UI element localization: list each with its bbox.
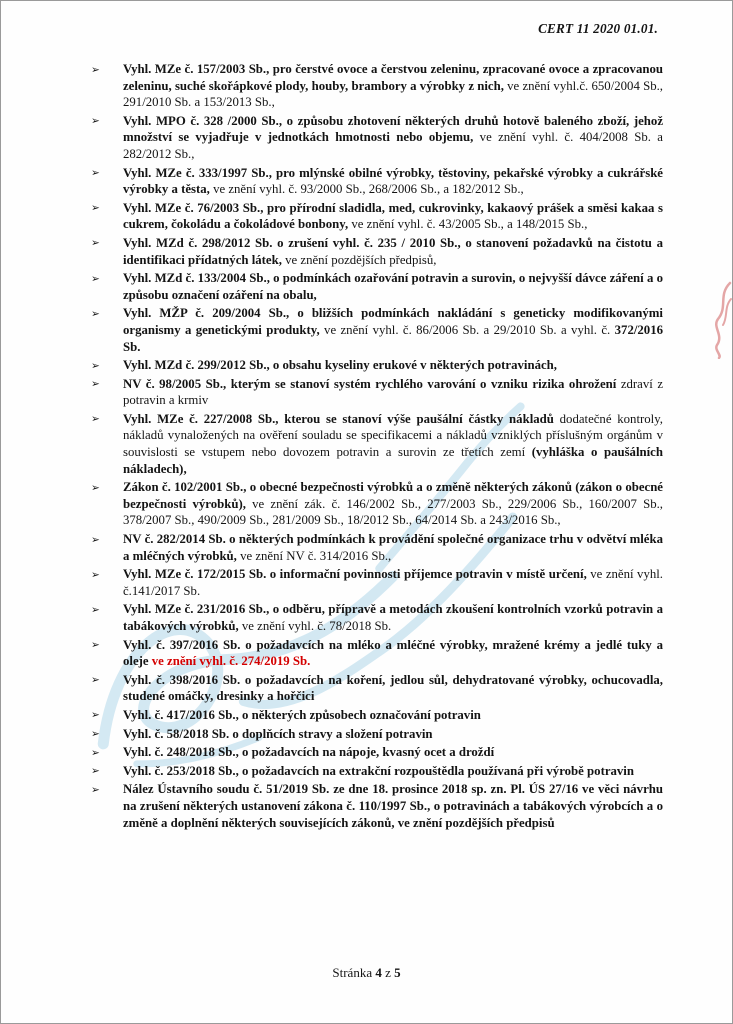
law-entry-text: NV č. 98/2005 Sb., kterým se stanoví systém rychlého varování o vzniku rizika ohrožení zdraví z potravin a krmiv bbox=[123, 376, 664, 408]
header-reference: CERT 11 2020 01.01. bbox=[538, 21, 658, 36]
bullet-arrow-icon: ➢ bbox=[91, 359, 100, 372]
list-item bbox=[89, 637, 663, 670]
list-item bbox=[89, 165, 663, 198]
law-entry-text: Vyhl. MZe č. 333/1997 Sb., pro mlýnské obilné výrobky, těstoviny, pekařské výrobky a cukrářské výrobky a těsta, ve znění vyhl. č. 93/2000 Sb., 268/2006 Sb., a 182/2012 Sb., bbox=[123, 165, 663, 197]
bullet-arrow-icon: ➢ bbox=[91, 237, 100, 250]
list-item bbox=[89, 726, 663, 743]
law-entry-text: Vyhl. č. 248/2018 Sb., o požadavcích na nápoje, kvasný ocet a droždí bbox=[123, 745, 495, 760]
bullet-arrow-icon: ➢ bbox=[91, 167, 100, 180]
bullet-arrow-icon: ➢ bbox=[91, 709, 100, 722]
law-entry-text: Vyhl. MZe č. 231/2016 Sb., o odběru, přípravě a metodách zkoušení kontrolních vzorků potravin a tabákových výrobků, ve znění vyhl. č. 78/2018 Sb. bbox=[123, 602, 663, 633]
law-entry-text: Vyhl. č. 398/2016 Sb. o požadavcích na koření, jedlou sůl, dehydratované výrobky, ochucovadla, studené omáčky, dresinky a hořčici bbox=[123, 672, 663, 704]
bullet-arrow-icon: ➢ bbox=[91, 202, 100, 215]
list-item bbox=[89, 61, 663, 111]
list-item bbox=[89, 479, 663, 529]
list-item bbox=[89, 376, 663, 409]
law-entry-text: NV č. 282/2014 Sb. o některých podmínkách k provádění společné organizace trhu v odvětví mléka a mléčných výrobků, ve znění NV č. 314/2016 Sb., bbox=[123, 532, 663, 563]
list-item bbox=[89, 235, 663, 268]
law-entry-text: Vyhl. MZe č. 76/2003 Sb., pro přírodní sladidla, med, cukrovinky, kakaový prášek a směsi kakaa s cukrem, čokoládu a čokoládové bonbony, ve znění vyhl. č. 43/2005 Sb., a 148/2015 Sb., bbox=[123, 200, 663, 232]
bullet-arrow-icon: ➢ bbox=[91, 765, 100, 778]
law-entry-text: Vyhl. MPO č. 328 /2000 Sb., o způsobu zhotovení některých druhů hotově baleného zboží, jehož množství se vyjadřuje v jednotkách hmotnosti nebo objemu, ve znění vyhl. č. 404/2008 Sb. a 282/2012 Sb., bbox=[123, 113, 663, 161]
law-entry-text: Vyhl. č. 58/2018 Sb. o doplňcích stravy a složení potravin bbox=[123, 726, 433, 741]
law-entry-text: Vyhl. č. 417/2016 Sb., o některých způsobech označování potravin bbox=[123, 707, 481, 722]
law-entry-text: Vyhl. MZe č. 172/2015 Sb. o informační povinnosti příjemce potravin v místě určení, ve znění vyhl. č.141/2017 Sb. bbox=[123, 567, 663, 598]
list-item bbox=[89, 305, 663, 355]
law-entry-text: Vyhl. MZd č. 133/2004 Sb., o podmínkách ozařování potravin a surovin, o nejvyšší dávce záření a o způsobu označení ozáření na obalu, bbox=[123, 271, 663, 302]
list-item bbox=[89, 781, 663, 831]
bullet-arrow-icon: ➢ bbox=[91, 307, 100, 320]
law-entry-text: Vyhl. MZd č. 298/2012 Sb. o zrušení vyhl. č. 235 / 2010 Sb., o stanovení požadavků na čistotu a identifikaci přídatných látek, ve znění pozdějších předpisů, bbox=[123, 235, 663, 267]
list-item bbox=[89, 763, 663, 780]
red-margin-mark bbox=[712, 279, 732, 359]
bullet-arrow-icon: ➢ bbox=[91, 413, 100, 426]
bullet-arrow-icon: ➢ bbox=[91, 728, 100, 741]
list-item bbox=[89, 411, 663, 477]
list-item bbox=[89, 601, 663, 634]
footer-page-number: 4 bbox=[375, 965, 382, 980]
bullet-arrow-icon: ➢ bbox=[91, 783, 100, 796]
law-entry-text: Vyhl. MZd č. 299/2012 Sb., o obsahu kyseliny erukové v některých potravinách, bbox=[123, 358, 557, 373]
list-item bbox=[89, 566, 663, 599]
list-item bbox=[89, 270, 663, 303]
list-item bbox=[89, 357, 663, 374]
list-item bbox=[89, 707, 663, 724]
bullet-arrow-icon: ➢ bbox=[91, 674, 100, 687]
law-list bbox=[89, 61, 663, 833]
footer-total-pages: 5 bbox=[394, 965, 401, 980]
bullet-arrow-icon: ➢ bbox=[91, 533, 100, 546]
law-entry-text: Vyhl. MŽP č. 209/2004 Sb., o bližších podmínkách nakládání s geneticky modifikovanými organismy a genetickými produkty, ve znění vyhl. č. 86/2006 Sb. a 29/2010 Sb. a vyhl. č. 372/2016 Sb. bbox=[123, 306, 663, 354]
law-entry-text: Vyhl. č. 397/2016 Sb. o požadavcích na mléko a mléčné výrobky, mražené krémy a jedlé tuky a oleje ve znění vyhl. č. 274/2019 Sb. bbox=[123, 637, 663, 669]
bullet-arrow-icon: ➢ bbox=[91, 746, 100, 759]
list-item bbox=[89, 531, 663, 564]
law-entry-text: Vyhl. č. 253/2018 Sb., o požadavcích na extrakční rozpouštědla používaná při výrobě potravin bbox=[123, 763, 634, 778]
bullet-arrow-icon: ➢ bbox=[91, 603, 100, 616]
bullet-arrow-icon: ➢ bbox=[91, 481, 100, 494]
law-entry-text: Vyhl. MZe č. 227/2008 Sb., kterou se stanoví výše paušální částky nákladů dodatečné kontroly, nákladů vynaložených na ověření souladu se specifikacemi a nákladů vzniklých příslušným orgánům v souvislosti se vstupem nebo dovozem potravin a surovin ze třetích zemí (vyhláška o paušálních nákladech), bbox=[123, 411, 663, 476]
footer-separator: z bbox=[381, 965, 395, 980]
page-footer bbox=[1, 965, 732, 981]
bullet-arrow-icon: ➢ bbox=[91, 378, 100, 391]
list-item bbox=[89, 200, 663, 233]
law-entry-text: Zákon č. 102/2001 Sb., o obecné bezpečnosti výrobků a o změně některých zákonů (zákon o obecné bezpečnosti výrobků), ve znění zák. č. 146/2002 Sb., 277/2003 Sb., 229/2006 Sb., 160/2007 Sb., 378/2007 Sb., 490/2009 Sb., 281/2009 Sb., 18/2012 Sb., 64/2014 Sb. a 243/2016 Sb., bbox=[123, 480, 663, 528]
footer-label: Stránka bbox=[332, 965, 376, 980]
list-item bbox=[89, 672, 663, 705]
law-entry-text: Vyhl. MZe č. 157/2003 Sb., pro čerstvé ovoce a čerstvou zeleninu, zpracované ovoce a zpracovanou zeleninu, suché skořápkové plody, houby, brambory a výrobky z nich, ve znění vyhl.č. 650/2004 Sb., 291/2010 Sb. a 153/2013 Sb., bbox=[123, 62, 663, 110]
list-item bbox=[89, 744, 663, 761]
bullet-arrow-icon: ➢ bbox=[91, 639, 100, 652]
document-header bbox=[538, 21, 658, 37]
list-item bbox=[89, 113, 663, 163]
bullet-arrow-icon: ➢ bbox=[91, 63, 100, 76]
bullet-arrow-icon: ➢ bbox=[91, 115, 100, 128]
law-entry-text: Nález Ústavního soudu č. 51/2019 Sb. ze dne 18. prosince 2018 sp. zn. Pl. ÚS 27/16 ve věci návrhu na zrušení některých ustanovení zákona č. 110/1997 Sb., o potravinách a tabákových výrobcích a o změně a doplnění některých souvisejících zákonů, ve znění pozdějších předpisů bbox=[123, 782, 663, 830]
bullet-arrow-icon: ➢ bbox=[91, 568, 100, 581]
bullet-arrow-icon: ➢ bbox=[91, 272, 100, 285]
